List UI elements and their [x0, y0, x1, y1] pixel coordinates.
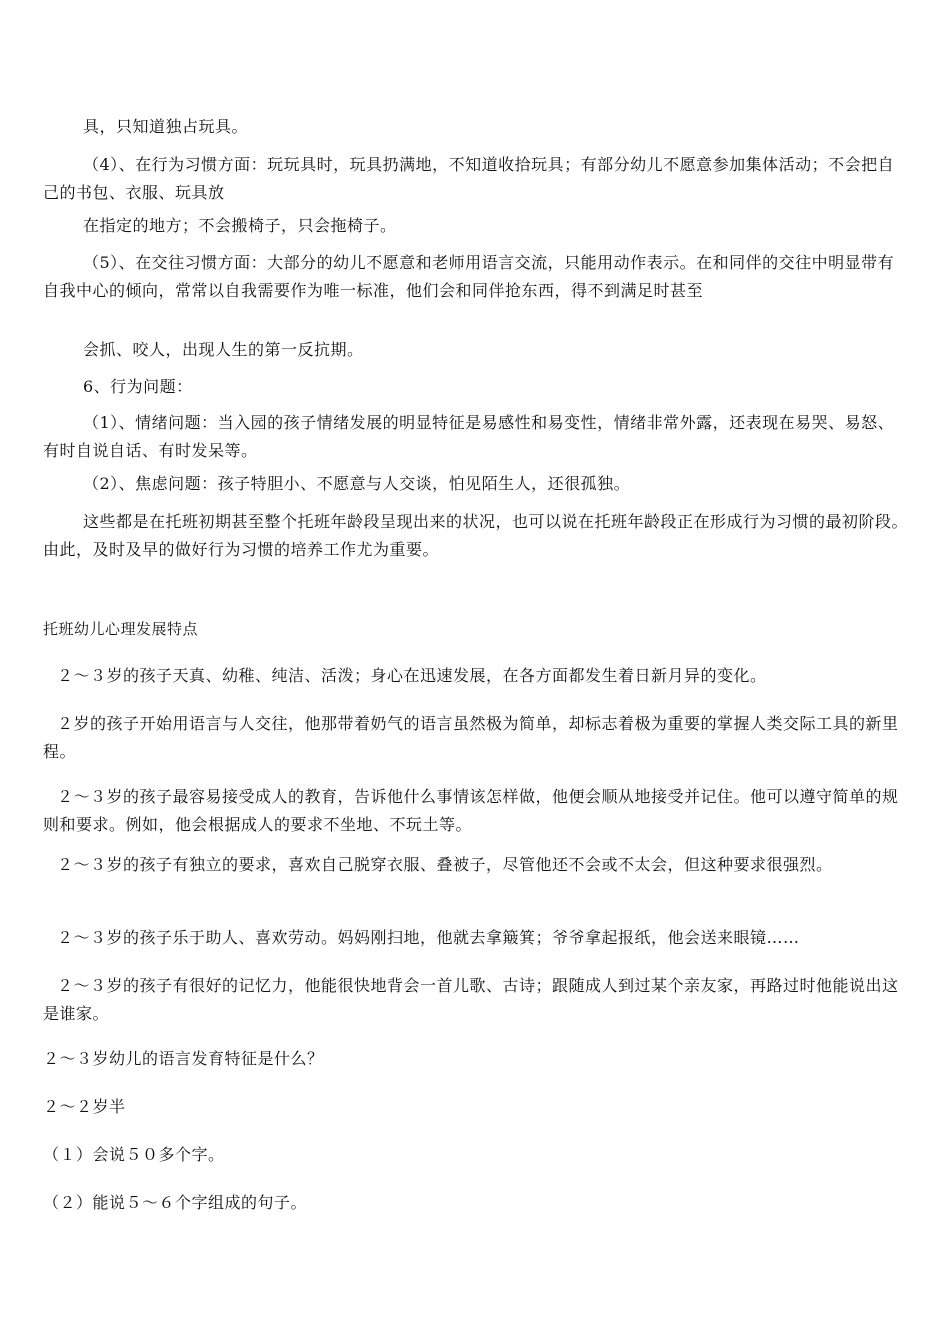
paragraph-traits-language: ２岁的孩子开始用语言与人交往，他那带着奶气的语言虽然极为简单，却标志着极为重要的掌握人类交际工具的新里程。	[43, 714, 899, 761]
paragraph-traits-helpful: ２～３岁的孩子乐于助人、喜欢劳动。妈妈刚扫地，他就去拿簸箕；爷爷拿起报纸，他会送来眼镜……	[57, 928, 800, 947]
paragraph-summary: 这些都是在托班初期甚至整个托班年龄段呈现出来的状况，也可以说在托班年龄段正在形成行为习惯的最初阶段。由此，及时及早的做好行为习惯的培养工作尤为重要。	[43, 512, 909, 559]
list-item-sentences: （２）能说５～６个字组成的句子。	[43, 1193, 308, 1212]
section-title: 托班幼儿心理发展特点	[43, 620, 199, 638]
age-range-heading: ２～２岁半	[43, 1097, 126, 1116]
paragraph-traits-memory: ２～３岁的孩子有很好的记忆力，他能很快地背会一首儿歌、古诗；跟随成人到过某个亲友家，再路过时他能说出这是谁家。	[43, 976, 899, 1023]
paragraph-emotional-problems: （1）、情绪问题：当入园的孩子情绪发展的明显特征是易感性和易变性，情绪非常外露，还表现在易哭、易怒、有时自说自话、有时发呆等。	[43, 413, 895, 460]
paragraph-behavior-habits-cont: 在指定的地方；不会搬椅子，只会拖椅子。	[83, 216, 397, 235]
paragraph-behavior-habits: （4）、在行为习惯方面：玩玩具时，玩具扔满地，不知道收拾玩具；有部分幼儿不愿意参加集体活动；不会把自己的书包、衣服、玩具放	[43, 155, 895, 202]
paragraph-toy-possession: 具，只知道独占玩具。	[83, 117, 249, 136]
paragraph-anxiety-problems: （2）、焦虑问题：孩子特胆小、不愿意与人交谈，怕见陌生人，还很孤独。	[83, 474, 631, 493]
paragraph-social-habits: （5）、在交往习惯方面：大部分的幼儿不愿意和老师用语言交流，只能用动作表示。在和同伴的交往中明显带有自我中心的倾向，常常以自我需要作为唯一标准，他们会和同伴抢东西，得不到满足时甚至	[43, 253, 895, 300]
paragraph-traits-general: ２～３岁的孩子天真、幼稚、纯洁、活泼；身心在迅速发展，在各方面都发生着日新月异的变化。	[57, 666, 767, 685]
paragraph-social-habits-cont: 会抓、咬人，出现人生的第一反抗期。	[83, 340, 364, 359]
heading-behavior-problems: 6、行为问题：	[83, 377, 193, 396]
paragraph-traits-education: ２～３岁的孩子最容易接受成人的教育，告诉他什么事情该怎样做，他便会顺从地接受并记住。他可以遵守简单的规则和要求。例如，他会根据成人的要求不坐地、不玩土等。	[43, 787, 899, 834]
paragraph-traits-independence: ２～３岁的孩子有独立的要求，喜欢自己脱穿衣服、叠被子，尽管他还不会或不太会，但这种要求很强烈。	[57, 855, 833, 874]
question-language-traits: ２～３岁幼儿的语言发育特征是什么？	[43, 1049, 324, 1068]
list-item-words: （１）会说５０多个字。	[43, 1145, 225, 1164]
